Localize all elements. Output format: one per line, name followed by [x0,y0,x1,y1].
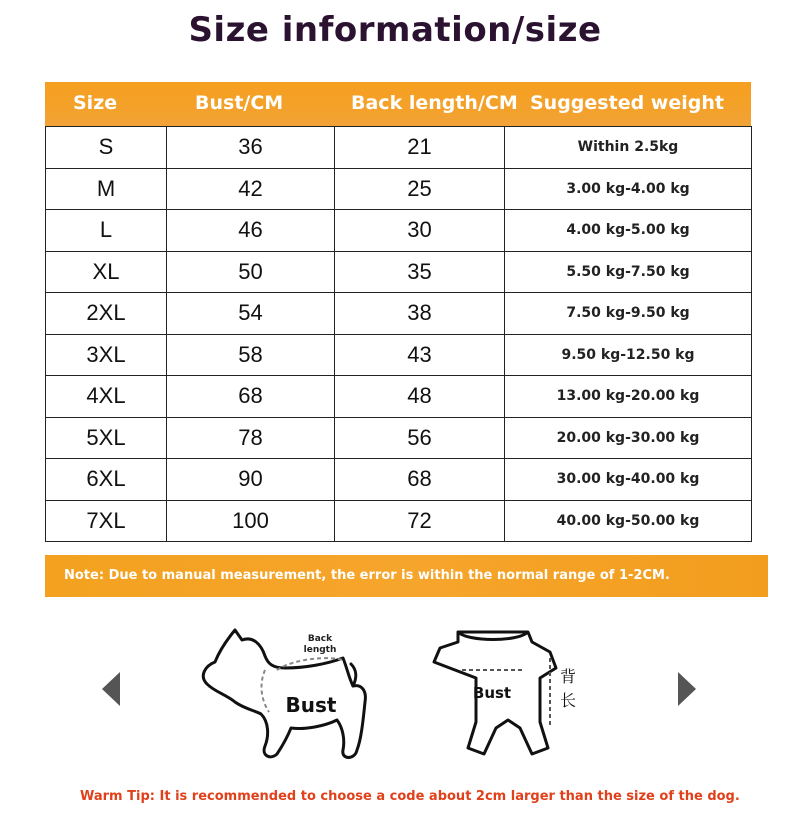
garment-back-label-2: 长 [560,691,577,710]
left-arrow-icon[interactable] [102,672,120,706]
weight-cell: 7.50 kg-9.50 kg [505,293,752,335]
table-row [46,210,752,252]
table-row [46,459,752,501]
header-bust: Bust/CM [195,92,284,114]
bust-cell: 90 [167,459,335,501]
back-length-cell: 43 [335,334,505,376]
size-cell: 4XL [46,376,167,418]
weight-cell: 13.00 kg-20.00 kg [505,376,752,418]
weight-cell: 9.50 kg-12.50 kg [505,334,752,376]
back-length-cell: 35 [335,251,505,293]
weight-cell: 20.00 kg-30.00 kg [505,417,752,459]
back-length-cell: 48 [335,376,505,418]
table-row [46,500,752,542]
back-length-cell: 72 [335,500,505,542]
garment-diagram [428,622,598,772]
size-cell: L [46,210,167,252]
header-back-length: Back length/CM [351,92,518,114]
bust-cell: 54 [167,293,335,335]
dog-outline-icon [203,630,365,758]
size-cell: 3XL [46,334,167,376]
dog-bust-label: Bust [285,693,337,717]
note-text: Note: Due to manual measurement, the error is within the normal range of 1-2CM. [64,568,670,583]
right-arrow-icon[interactable] [678,672,696,706]
size-cell: 6XL [46,459,167,501]
table-row [46,417,752,459]
bust-cell: 78 [167,417,335,459]
bust-cell: 42 [167,168,335,210]
bust-cell: 68 [167,376,335,418]
size-cell: XL [46,251,167,293]
weight-cell: 5.50 kg-7.50 kg [505,251,752,293]
table-row [46,168,752,210]
dog-bust-line [262,670,269,712]
size-table [45,82,751,542]
dog-back-label-2: length [303,645,337,655]
table-row [46,376,752,418]
size-cell: M [46,168,167,210]
header-size: Size [73,92,118,114]
back-length-cell: 25 [335,168,505,210]
table-row [46,127,752,169]
bust-cell: 36 [167,127,335,169]
size-cell: 7XL [46,500,167,542]
size-cell: S [46,127,167,169]
size-cell: 5XL [46,417,167,459]
weight-cell: 40.00 kg-50.00 kg [505,500,752,542]
garment-bust-label: Bust [472,684,512,702]
table-row [46,293,752,335]
bust-cell: 58 [167,334,335,376]
dog-diagram [195,622,385,772]
note-bar [45,555,768,597]
weight-cell: 4.00 kg-5.00 kg [505,210,752,252]
back-length-cell: 30 [335,210,505,252]
garment-back-label-1: 背 [560,667,577,686]
weight-cell: 3.00 kg-4.00 kg [505,168,752,210]
dog-back-label-1: Back [307,634,333,644]
header-suggested-weight: Suggested weight [530,92,724,114]
table-header [45,82,751,126]
back-length-cell: 68 [335,459,505,501]
page-title: Size information/size [188,10,602,50]
size-cell: 2XL [46,293,167,335]
weight-cell: Within 2.5kg [505,127,752,169]
bust-cell: 100 [167,500,335,542]
warm-tip: Warm Tip: It is recommended to choose a code about 2cm larger than the size of the dog. [80,789,740,804]
weight-cell: 30.00 kg-40.00 kg [505,459,752,501]
back-length-cell: 38 [335,293,505,335]
back-length-cell: 21 [335,127,505,169]
back-length-cell: 56 [335,417,505,459]
size-table-body [45,126,752,542]
bust-cell: 50 [167,251,335,293]
table-row [46,334,752,376]
bust-cell: 46 [167,210,335,252]
table-row [46,251,752,293]
